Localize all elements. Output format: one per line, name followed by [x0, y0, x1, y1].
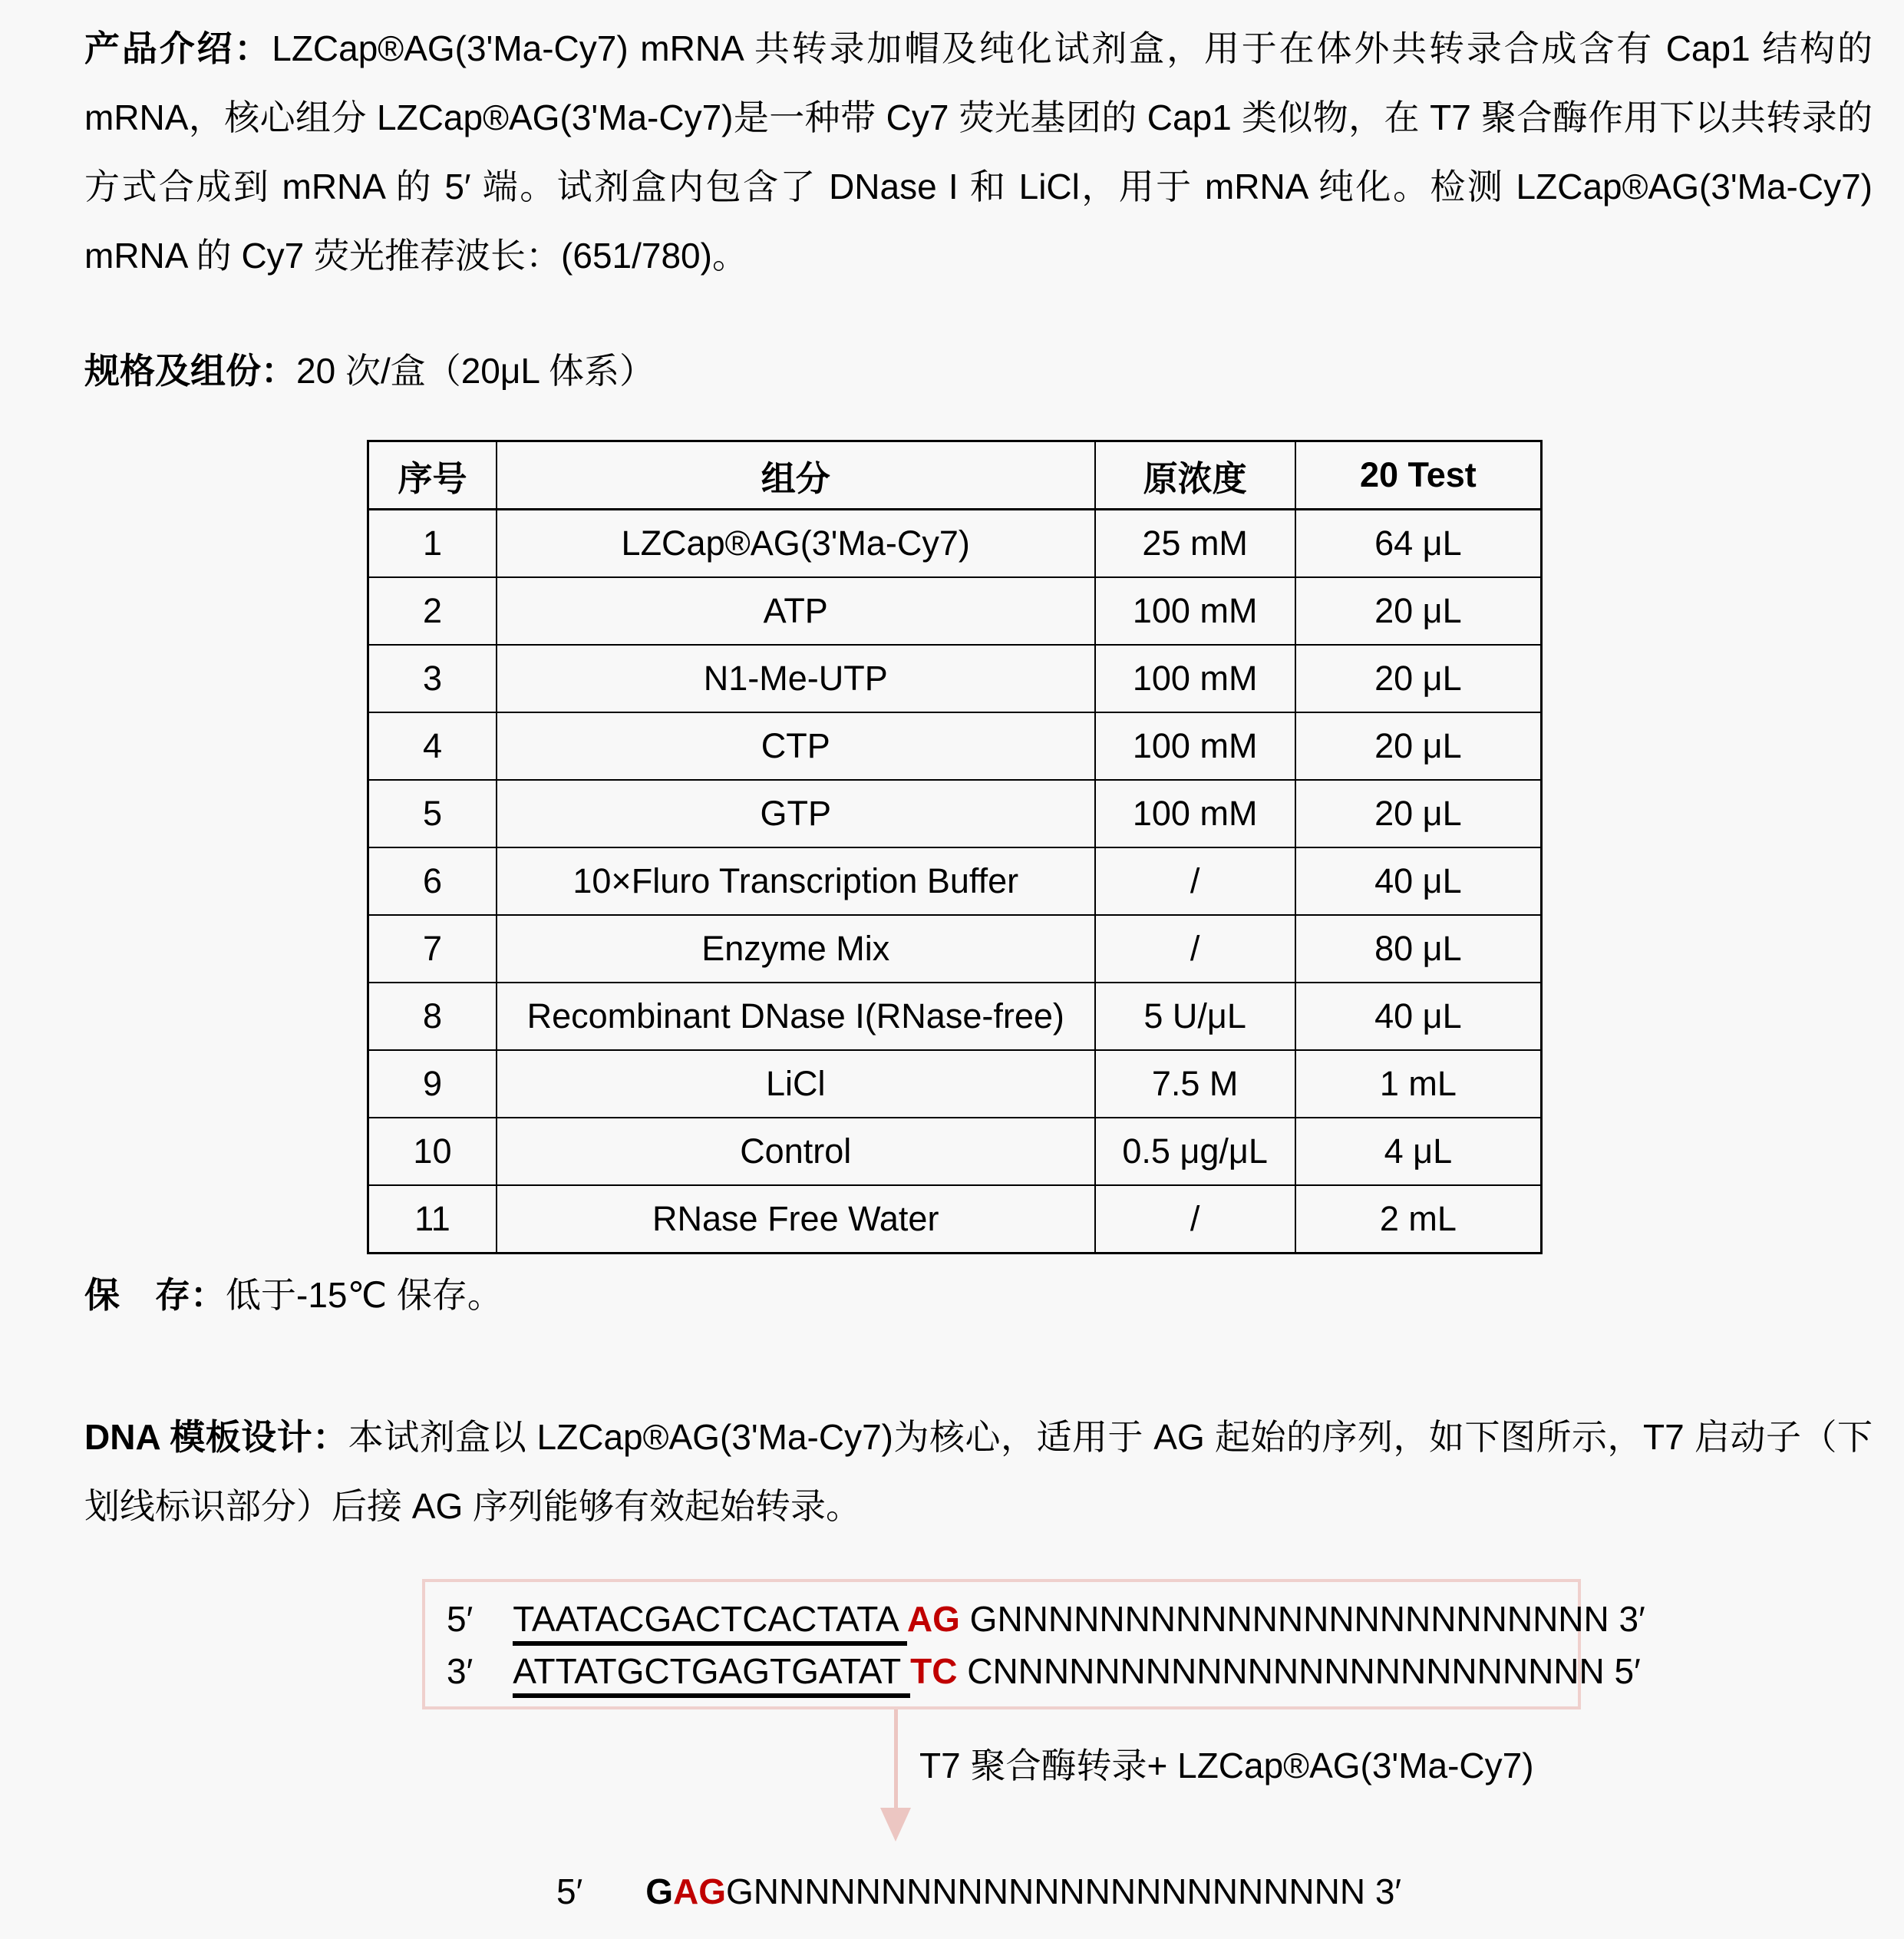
table-cell: 5 U/μL — [1095, 983, 1295, 1050]
table-cell: 0.5 μg/μL — [1095, 1118, 1295, 1185]
mrna-product-strand — [422, 1861, 1711, 1922]
table-cell: Recombinant DNase I(RNase-free) — [497, 983, 1095, 1050]
tc-complement-highlight: TC — [910, 1651, 958, 1691]
intro-paragraph — [84, 14, 1873, 290]
dna-design-label: DNA 模板设计： — [84, 1417, 348, 1457]
table-cell: 64 μL — [1295, 510, 1542, 578]
five-prime-label: 5′ — [447, 1599, 474, 1639]
down-arrow-head-icon — [880, 1808, 911, 1842]
spec-label: 规格及组份： — [84, 351, 296, 391]
table-cell: 7.5 M — [1095, 1050, 1295, 1118]
table-row — [368, 915, 1542, 983]
table-cell: RNase Free Water — [497, 1185, 1095, 1254]
table-cell: 20 μL — [1295, 780, 1542, 847]
table-cell: 9 — [368, 1050, 497, 1118]
table-cell: 100 mM — [1095, 712, 1295, 780]
transcription-step — [422, 1709, 1711, 1844]
table-header-20test: 20 Test — [1295, 441, 1542, 510]
spec-text: 20 次/盒（20μL 体系） — [296, 351, 655, 391]
table-cell: 2 mL — [1295, 1185, 1542, 1254]
table-cell: 40 μL — [1295, 847, 1542, 915]
bottom-strand — [447, 1645, 1641, 1697]
table-cell: / — [1095, 915, 1295, 983]
table-cell: 4 — [368, 712, 497, 780]
table-cell: CTP — [497, 712, 1095, 780]
table-cell: 6 — [368, 847, 497, 915]
storage-text: 低于-15℃ 保存。 — [226, 1275, 503, 1315]
table-row — [368, 510, 1542, 578]
table-cell: / — [1095, 1185, 1295, 1254]
storage-label: 保 存： — [84, 1275, 226, 1315]
table-cell: 80 μL — [1295, 915, 1542, 983]
table-cell: 10 — [368, 1118, 497, 1185]
bottom-strand-rest: CNNNNNNNNNNNNNNNNNNNNNNNN 5′ — [957, 1651, 1641, 1691]
transcription-arrow-label: T7 聚合酶转录+ LZCap®AG(3'Ma-Cy7) — [919, 1746, 1534, 1785]
spec-line — [84, 336, 1873, 405]
table-cell: 20 μL — [1295, 712, 1542, 780]
table-cell: 10×Fluro Transcription Buffer — [497, 847, 1095, 915]
t7-promoter-underlined: TAATACGACTCACTATA — [513, 1599, 907, 1646]
table-cell: Enzyme Mix — [497, 915, 1095, 983]
table-row — [368, 577, 1542, 645]
table-row — [368, 712, 1542, 780]
intro-label: 产品介绍： — [84, 28, 272, 68]
table-cell: / — [1095, 847, 1295, 915]
table-cell: 5 — [368, 780, 497, 847]
product-rest: GNNNNNNNNNNNNNNNNNNNNNNNN 3′ — [726, 1871, 1402, 1911]
three-prime-label: 3′ — [447, 1651, 474, 1691]
table-cell: ATP — [497, 577, 1095, 645]
table-header-index: 序号 — [368, 441, 497, 510]
table-row — [368, 645, 1542, 712]
down-arrow-icon — [894, 1709, 898, 1809]
table-cell: LiCl — [497, 1050, 1095, 1118]
table-cell: LZCap®AG(3'Ma-Cy7) — [497, 510, 1095, 578]
table-row — [368, 1050, 1542, 1118]
dna-template-diagram — [422, 1579, 1711, 1922]
table-row — [368, 847, 1542, 915]
ag-product-highlight: AG — [673, 1871, 726, 1911]
table-cell: 4 μL — [1295, 1118, 1542, 1185]
table-row — [368, 1185, 1542, 1254]
cap-g-bold: G — [645, 1871, 673, 1911]
t7-promoter-complement-underlined: ATTATGCTGAGTGATAT — [513, 1651, 910, 1698]
table-cell: N1-Me-UTP — [497, 645, 1095, 712]
table-cell: 20 μL — [1295, 577, 1542, 645]
dna-design-paragraph — [84, 1402, 1873, 1541]
sequence-box — [422, 1579, 1645, 1709]
table-cell: 1 mL — [1295, 1050, 1542, 1118]
table-cell: 100 mM — [1095, 645, 1295, 712]
top-strand-rest: GNNNNNNNNNNNNNNNNNNNNNNNN 3′ — [959, 1599, 1645, 1639]
table-cell: 2 — [368, 577, 497, 645]
table-cell: 3 — [368, 645, 497, 712]
table-row — [368, 780, 1542, 847]
table-header-concentration: 原浓度 — [1095, 441, 1295, 510]
table-cell: 1 — [368, 510, 497, 578]
table-header-component: 组分 — [497, 441, 1095, 510]
product-five-prime-label: 5′ — [556, 1871, 583, 1911]
table-cell: 100 mM — [1095, 780, 1295, 847]
table-cell: 7 — [368, 915, 497, 983]
table-header-row — [368, 441, 1542, 510]
table-cell: 20 μL — [1295, 645, 1542, 712]
intro-text: LZCap®AG(3'Ma-Cy7) mRNA 共转录加帽及纯化试剂盒，用于在体外共转录合成含有 Cap1 结构的 mRNA，核心组分 LZCap®AG(3'Ma-Cy7)是一种带 Cy7 荧光基团的 Cap1 类似物，在 T7 聚合酶作用下以共转录的方式合成到 mRNA 的 5′ 端。试剂盒内包含了 DNase I 和 LiCl，用于 mRNA 纯化。检测 LZCap®AG(3'Ma-Cy7) mRNA 的 Cy7 荧光推荐波长：(651/780)。 — [84, 28, 1873, 276]
dna-design-text: 本试剂盒以 LZCap®AG(3'Ma-Cy7)为核心，适用于 AG 起始的序列，如下图所示，T7 启动子（下划线标识部分）后接 AG 序列能够有效起始转录。 — [84, 1417, 1873, 1526]
table-cell: 40 μL — [1295, 983, 1542, 1050]
table-cell: 8 — [368, 983, 497, 1050]
table-row — [368, 983, 1542, 1050]
top-strand — [447, 1593, 1645, 1645]
table-cell: 25 mM — [1095, 510, 1295, 578]
table-cell: 100 mM — [1095, 577, 1295, 645]
components-table — [367, 440, 1543, 1254]
table-row — [368, 1118, 1542, 1185]
table-cell: GTP — [497, 780, 1095, 847]
table-cell: Control — [497, 1118, 1095, 1185]
storage-line — [84, 1260, 1873, 1330]
ag-start-highlight: AG — [906, 1599, 960, 1639]
table-cell: 11 — [368, 1185, 497, 1254]
